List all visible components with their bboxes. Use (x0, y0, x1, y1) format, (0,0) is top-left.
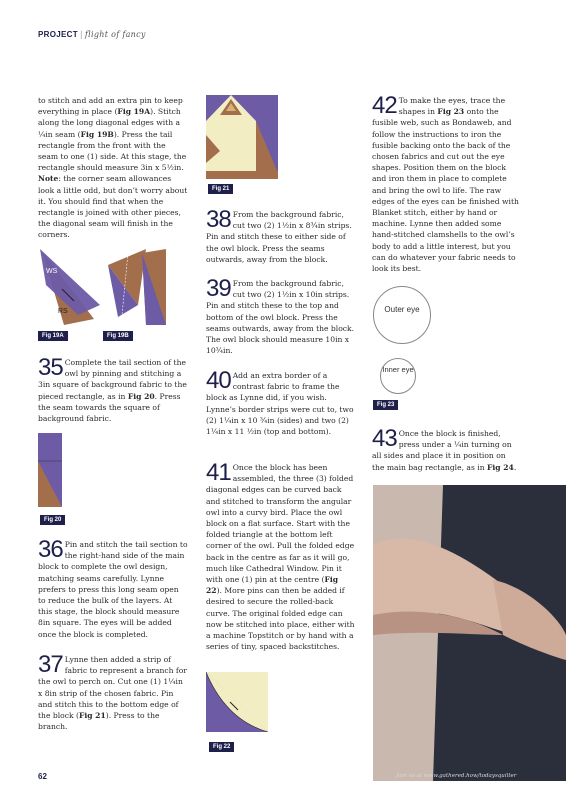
step-42-number: 42 (372, 92, 397, 119)
step-43-number: 43 (372, 425, 397, 452)
step-43 (372, 425, 520, 473)
fig19-diagram (38, 245, 168, 327)
step-36-number: 36 (38, 536, 63, 563)
fig22-diagram (206, 672, 268, 732)
bold-reference: Fig 19B (80, 129, 114, 139)
intro-text: to stitch and add an extra pin to keep everything in place (Fig 19A). Stitch along the long diagonal edges with a ¼in seam (Fig 19B). Press the tail rectangle from the front with the seam to one (1) side. At this stage, the rectangle should measure 3in x 5½in. Note: the corner seam allowances look a little odd, but don’t worry about it. You should find that when the rectangle is joined with other pieces, the diagonal seam will finish in the corners. (38, 96, 188, 240)
step-37 (38, 651, 188, 732)
outer-eye-label: Outer eye (384, 305, 420, 314)
step-36 (38, 536, 188, 640)
step-36-text: Pin and stitch the tail section to the right-hand side of the main block to complete the owl design, matching seams carefully. Lynne prefers to press this long seam open to reduce the bulk of the layers. At this stage, the block should measure 8in square. The eyes will be added once the block is completed. (38, 540, 188, 639)
step-40-number: 40 (206, 367, 231, 394)
fig22-label: Fig 22 (209, 742, 234, 752)
step-35-text: Complete the tail section of the owl by pinning and stitching a 3in square of background fabric to the pieced rectangle, as in Fig 20. Press the seam towards the square of background fabric. (38, 358, 187, 424)
inner-eye-label: Inner eye (382, 365, 414, 374)
bag-photo-illustration (373, 485, 566, 781)
step-39-number: 39 (206, 275, 231, 302)
fig19a-rs-label: RS (58, 308, 68, 315)
step-41 (206, 459, 356, 652)
bold-reference: Note (38, 174, 59, 184)
step-37-text: Lynne then added a strip of fabric to represent a branch for the owl to perch on. Cut one (1) 1¼in x 8in strip of the chosen fabric. Pin and stitch this to the bottom edge of the block (Fig 21). Press to the branch. (38, 655, 187, 732)
fig19a-ws-label: WS (46, 268, 58, 275)
bag-photo (373, 485, 566, 781)
step-38-text: From the background fabric, cut two (2) 1½in x 8¾in strips. Pin and stitch these to either side of the owl block. Press the seams outwards, away from the block. (206, 210, 352, 264)
watermark: PassionForum.ru (474, 784, 549, 794)
step-38-number: 38 (206, 206, 231, 233)
step-43-text: Once the block is finished, press under a ¼in turning on all sides and place it in position on the main bag rectangle, as in Fig 24. (372, 429, 517, 472)
step-40-text: Add an extra border of a contrast fabric to frame the block as Lynne did, if you wish. Lynne’s border strips were cut to, two (2) 1¼in x 10 ¾in (sides) and two (2) 1¼in x 11 ½in (top and bottom). (206, 371, 354, 437)
step-40 (206, 367, 356, 437)
fig21-branch (206, 171, 278, 179)
fig19b-label: Fig 19B (103, 331, 133, 341)
fig20-background-square (38, 433, 62, 461)
photo-credit: Join us at www.gathered.how/todaysquilter (396, 773, 517, 779)
step-35-number: 35 (38, 354, 63, 381)
fig21-label: Fig 21 (208, 184, 233, 194)
bold-reference: Fig 19A (117, 107, 151, 117)
inner-eye-shape (380, 358, 416, 394)
step-42 (372, 92, 520, 274)
step-38 (206, 206, 356, 265)
page-number: 62 (38, 772, 47, 781)
bold-reference: Fig 21 (78, 711, 106, 721)
step-39-text: From the background fabric, cut two (2) 1½in x 10in strips. Pin and stitch these to the top and bottom of the owl block. Press the seams outwards, away from the block. The owl block should measure 10in x 10¾in. (206, 279, 355, 356)
bold-reference: Fig 22 (206, 575, 339, 596)
running-header (38, 30, 146, 39)
fig21-diagram (206, 95, 278, 179)
outer-eye-shape (373, 286, 431, 344)
step-41-number: 41 (206, 459, 231, 486)
step-39 (206, 275, 356, 356)
step-42-text: To make the eyes, trace the shapes in Fig 23 onto the fusible web, such as Bondaweb, and follow the instructions to iron the fusible backing onto the back of the chosen fabrics and cut out the eye shapes. Position them on the block and iron them in place to complete and bring the owl to life. The raw edges of the eyes can be finished with Blanket stitch, either by hand or machine. Lynne then added some hand-stitched clamshells to the owl’s body to add a little interest, but you can do whatever your fabric needs to look its best. (372, 96, 519, 274)
fig20-diagram (38, 433, 62, 507)
bold-reference: Fig 23 (437, 107, 465, 117)
header-separator: | (79, 30, 83, 39)
fig19a-purple-piece (40, 249, 100, 315)
fig19a-label: Fig 19A (38, 331, 68, 341)
step-41-text: Once the block has been assembled, the three (3) folded diagonal edges can be curved back and stitched to transform the angular owl into a curvy bird. Place the owl block on a flat surface. Start with the folded triangle at the bottom left corner of the owl. Pull the folded edge back in the centre as far as it will go, much like Cathedral Window. Pin it with one (1) pin at the centre (Fig 22). More pins can then be added if desired to secure the rolled-back curve. The original folded edge can now be stitched into place, either with a machine Topstitch or by hand with a series of tiny, spaced backstitches. (206, 463, 355, 652)
intro-paragraph (38, 95, 188, 241)
step-37-number: 37 (38, 651, 63, 678)
fig20-label: Fig 20 (40, 515, 65, 525)
header-project: PROJECT (38, 30, 78, 39)
bold-reference: Fig 20 (127, 391, 155, 401)
step-35 (38, 354, 188, 424)
fig23-label: Fig 23 (373, 400, 398, 410)
header-title: flight of fancy (84, 30, 146, 39)
bold-reference: Fig 24 (487, 462, 514, 472)
